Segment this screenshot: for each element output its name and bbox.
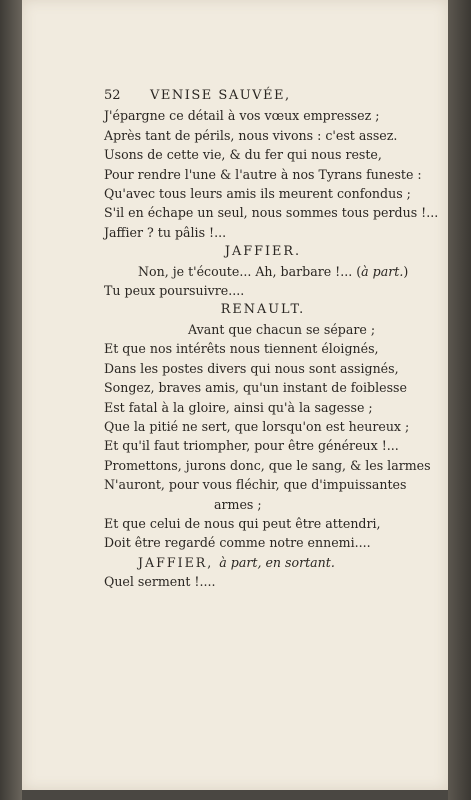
verse-line: Doit être regardé comme notre ennemi.... xyxy=(104,535,371,551)
verse-line: Qu'avec tous leurs amis ils meurent confondus ; xyxy=(104,186,411,202)
page-edge xyxy=(448,0,471,800)
verse-block-3 xyxy=(104,514,404,553)
verse-block-2 xyxy=(104,339,431,514)
verse-line: N'auront, pour vous fléchir, que d'impuissantes xyxy=(104,477,407,493)
running-title: VENISE SAUVÉE, xyxy=(150,88,291,103)
speaker-heading xyxy=(104,553,404,572)
speaker-name: JAFFIER, xyxy=(138,554,214,570)
verse-line: Et que nos intérêts nous tiennent éloignés, xyxy=(104,341,379,357)
verse-line: Et que celui de nous qui peut être attendri, xyxy=(104,515,381,531)
verse-line: Songez, braves amis, qu'un instant de foiblesse xyxy=(104,380,407,396)
verse-text: ) xyxy=(403,263,409,279)
verse-line: Promettons, jurons donc, que le sang, & les larmes xyxy=(104,457,431,473)
verse-line: Que la pitié ne sert, que lorsqu'on est heureux ; xyxy=(104,418,410,434)
verse-text: Non, je t'écoute... Ah, barbare !... ( xyxy=(138,263,362,279)
verse-line: J'épargne ce détail à vos vœux empressez ; xyxy=(104,108,380,124)
verse-line: Pour rendre l'une & l'autre à nos Tyrans funeste : xyxy=(104,166,422,182)
verse-line: S'il en échape un seul, nous sommes tous perdus !... xyxy=(104,205,439,221)
speaker-name: RENAULT. xyxy=(220,302,306,318)
verse-line: Dans les postes divers qui nous sont assignés, xyxy=(104,360,399,376)
page-number: 52 xyxy=(104,88,121,103)
verse-line: Et qu'il faut triompher, pour être généreux !... xyxy=(104,438,399,454)
verse-line: Est fatal à la gloire, ainsi qu'à la sagesse ; xyxy=(104,399,373,415)
verse-line: Tu peux poursuivre.... xyxy=(104,283,245,299)
page-text xyxy=(104,86,439,592)
verse-line: Quel serment !.... xyxy=(104,574,216,590)
verse-line: Après tant de périls, nous vivons : c'est assez. xyxy=(104,127,398,143)
speaker-name: JAFFIER. xyxy=(224,244,302,260)
verse-turnover: armes ; xyxy=(214,496,262,512)
stage-direction: à part, en sortant. xyxy=(219,554,335,570)
book-spine-shadow xyxy=(0,0,22,800)
verse-line: Usons de cette vie, & du fer qui nous reste, xyxy=(104,147,382,163)
verse-line: Avant que chacun se sépare ; xyxy=(188,321,376,337)
stage-direction: à part. xyxy=(361,263,404,279)
verse-line: Jaffier ? tu pâlis !... xyxy=(104,224,227,240)
verse-line xyxy=(104,262,409,281)
verse-block-1 xyxy=(104,106,439,242)
running-header xyxy=(104,86,404,105)
